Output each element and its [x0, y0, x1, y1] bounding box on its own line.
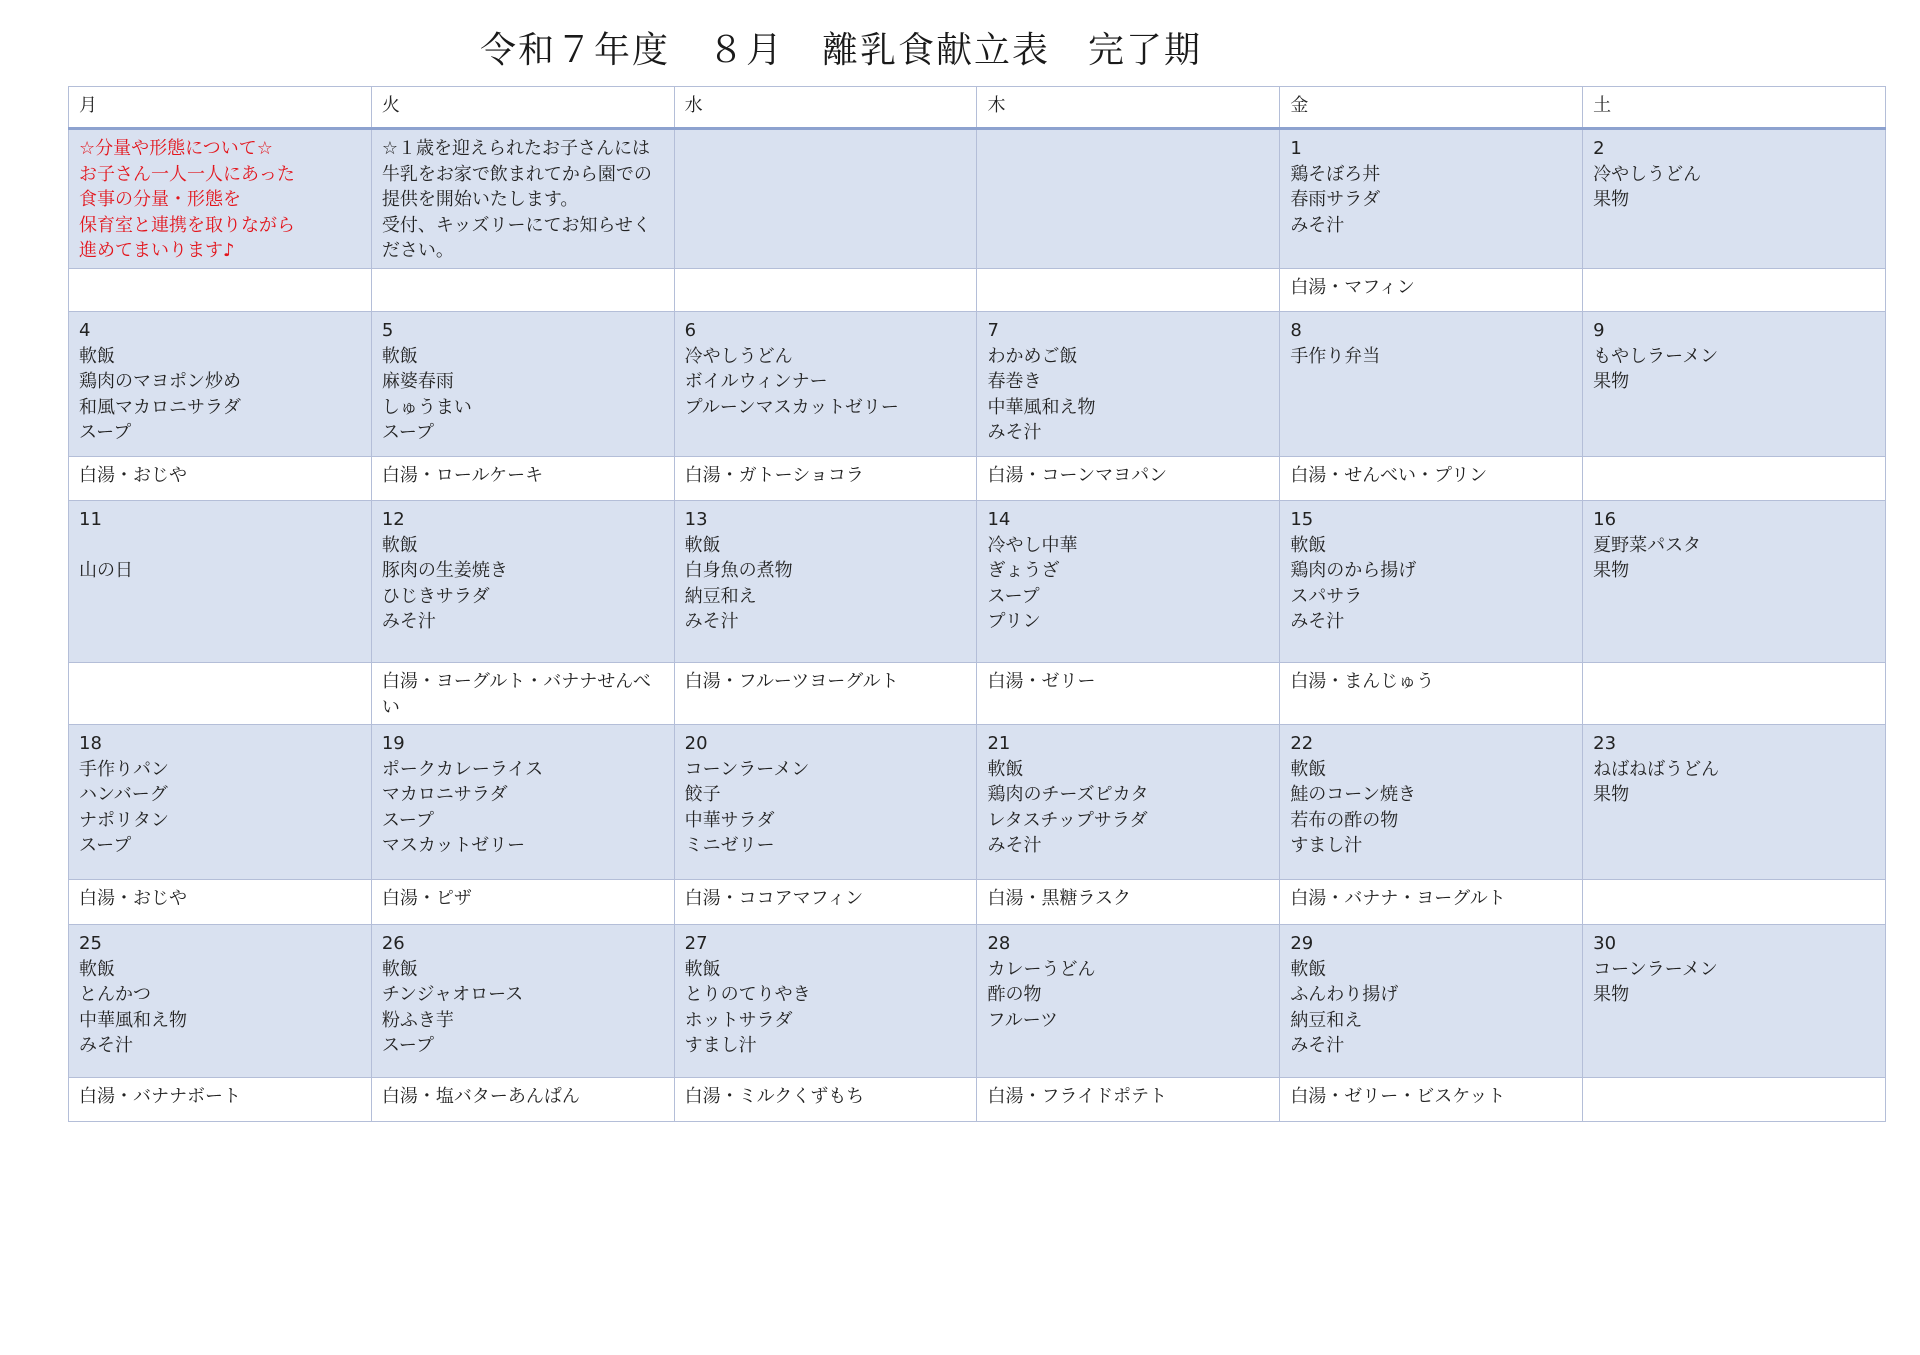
snack-cell: 白湯・バナナボート [69, 1078, 372, 1122]
weekday-header-row [69, 87, 1886, 129]
snack-cell: 白湯・おじや [69, 880, 372, 925]
week-1-meal-row [69, 129, 1886, 269]
meal-cell: 29 軟飯 ふんわり揚げ 納豆和え みそ汁 [1280, 925, 1583, 1078]
snack-cell: 白湯・黒糖ラスク [977, 880, 1280, 925]
meal-cell: 13 軟飯 白身魚の煮物 納豆和え みそ汁 [674, 501, 977, 663]
snack-cell [1583, 663, 1886, 725]
meal-cell [674, 129, 977, 269]
week-3-meal-row [69, 501, 1886, 663]
snack-cell: 白湯・せんべい・プリン [1280, 457, 1583, 501]
snack-cell [1583, 1078, 1886, 1122]
meal-cell: 22 軟飯 鮭のコーン焼き 若布の酢の物 すまし汁 [1280, 725, 1583, 880]
menu-calendar-table [68, 86, 1886, 1122]
week-5-meal-row [69, 925, 1886, 1078]
weekday-header-tue: 火 [371, 87, 674, 129]
week-2-meal-row [69, 312, 1886, 457]
snack-cell [69, 663, 372, 725]
snack-cell: 白湯・マフィン [1280, 269, 1583, 312]
snack-cell: 白湯・バナナ・ヨーグルト [1280, 880, 1583, 925]
meal-cell: 15 軟飯 鶏肉のから揚げ スパサラ みそ汁 [1280, 501, 1583, 663]
meal-cell: 30 コーンラーメン 果物 [1583, 925, 1886, 1078]
weekday-header-wed: 水 [674, 87, 977, 129]
meal-cell: 6 冷やしうどん ボイルウィンナー プルーンマスカットゼリー [674, 312, 977, 457]
page-title: 令和７年度 ８月 離乳食献立表 完了期 [480, 30, 1203, 71]
meal-cell: 2 冷やしうどん 果物 [1583, 129, 1886, 269]
snack-cell: 白湯・ヨーグルト・バナナせんべい [371, 663, 674, 725]
meal-cell: 23 ねばねばうどん 果物 [1583, 725, 1886, 880]
meal-cell: 19 ポークカレーライス マカロニサラダ スープ マスカットゼリー [371, 725, 674, 880]
meal-cell: 26 軟飯 チンジャオロース 粉ふき芋 スープ [371, 925, 674, 1078]
snack-cell: 白湯・まんじゅう [1280, 663, 1583, 725]
meal-cell: 16 夏野菜パスタ 果物 [1583, 501, 1886, 663]
snack-cell: 白湯・ミルクくずもち [674, 1078, 977, 1122]
snack-cell [1583, 269, 1886, 312]
meal-cell: 11 山の日 [69, 501, 372, 663]
snack-cell [977, 269, 1280, 312]
week-3-snack-row [69, 663, 1886, 725]
meal-cell: 28 カレーうどん 酢の物 フルーツ [977, 925, 1280, 1078]
meal-cell [977, 129, 1280, 269]
meal-cell: 7 わかめご飯 春巻き 中華風和え物 みそ汁 [977, 312, 1280, 457]
snack-cell: 白湯・ゼリー・ビスケット [1280, 1078, 1583, 1122]
snack-cell: 白湯・ロールケーキ [371, 457, 674, 501]
meal-cell: 27 軟飯 とりのてりやき ホットサラダ すまし汁 [674, 925, 977, 1078]
meal-cell: 9 もやしラーメン 果物 [1583, 312, 1886, 457]
snack-cell: 白湯・フライドポテト [977, 1078, 1280, 1122]
weekday-header-sat: 土 [1583, 87, 1886, 129]
snack-cell [371, 269, 674, 312]
snack-cell [69, 269, 372, 312]
snack-cell [1583, 457, 1886, 501]
meal-cell: 25 軟飯 とんかつ 中華風和え物 みそ汁 [69, 925, 372, 1078]
portion-note-cell: ☆分量や形態について☆ お子さん一人一人にあった 食事の分量・形態を 保育室と連携を取りながら 進めてまいります♪ [69, 129, 372, 269]
week-2-snack-row [69, 457, 1886, 501]
meal-cell: 18 手作りパン ハンバーグ ナポリタン スープ [69, 725, 372, 880]
meal-cell: 1 鶏そぼろ丼 春雨サラダ みそ汁 [1280, 129, 1583, 269]
snack-cell: 白湯・フルーツヨーグルト [674, 663, 977, 725]
meal-cell: 14 冷やし中華 ぎょうざ スープ プリン [977, 501, 1280, 663]
meal-cell: 4 軟飯 鶏肉のマヨポン炒め 和風マカロニサラダ スープ [69, 312, 372, 457]
snack-cell: 白湯・塩バターあんぱん [371, 1078, 674, 1122]
week-1-snack-row [69, 269, 1886, 312]
meal-cell: 5 軟飯 麻婆春雨 しゅうまい スープ [371, 312, 674, 457]
snack-cell: 白湯・ピザ [371, 880, 674, 925]
snack-cell: 白湯・ガトーショコラ [674, 457, 977, 501]
weekday-header-thu: 木 [977, 87, 1280, 129]
snack-cell [1583, 880, 1886, 925]
meal-cell: 21 軟飯 鶏肉のチーズピカタ レタスチップサラダ みそ汁 [977, 725, 1280, 880]
snack-cell: 白湯・ゼリー [977, 663, 1280, 725]
weekday-header-fri: 金 [1280, 87, 1583, 129]
snack-cell: 白湯・おじや [69, 457, 372, 501]
snack-cell: 白湯・ココアマフィン [674, 880, 977, 925]
week-5-snack-row [69, 1078, 1886, 1122]
meal-cell: 20 コーンラーメン 餃子 中華サラダ ミニゼリー [674, 725, 977, 880]
meal-cell: 8 手作り弁当 [1280, 312, 1583, 457]
milk-note-cell: ☆１歳を迎えられたお子さんには牛乳をお家で飲まれてから園での提供を開始いたします。 受付、キッズリーにてお知らせください。 [371, 129, 674, 269]
week-4-snack-row [69, 880, 1886, 925]
week-4-meal-row [69, 725, 1886, 880]
snack-cell [674, 269, 977, 312]
snack-cell: 白湯・コーンマヨパン [977, 457, 1280, 501]
weekday-header-mon: 月 [69, 87, 372, 129]
meal-cell: 12 軟飯 豚肉の生姜焼き ひじきサラダ みそ汁 [371, 501, 674, 663]
